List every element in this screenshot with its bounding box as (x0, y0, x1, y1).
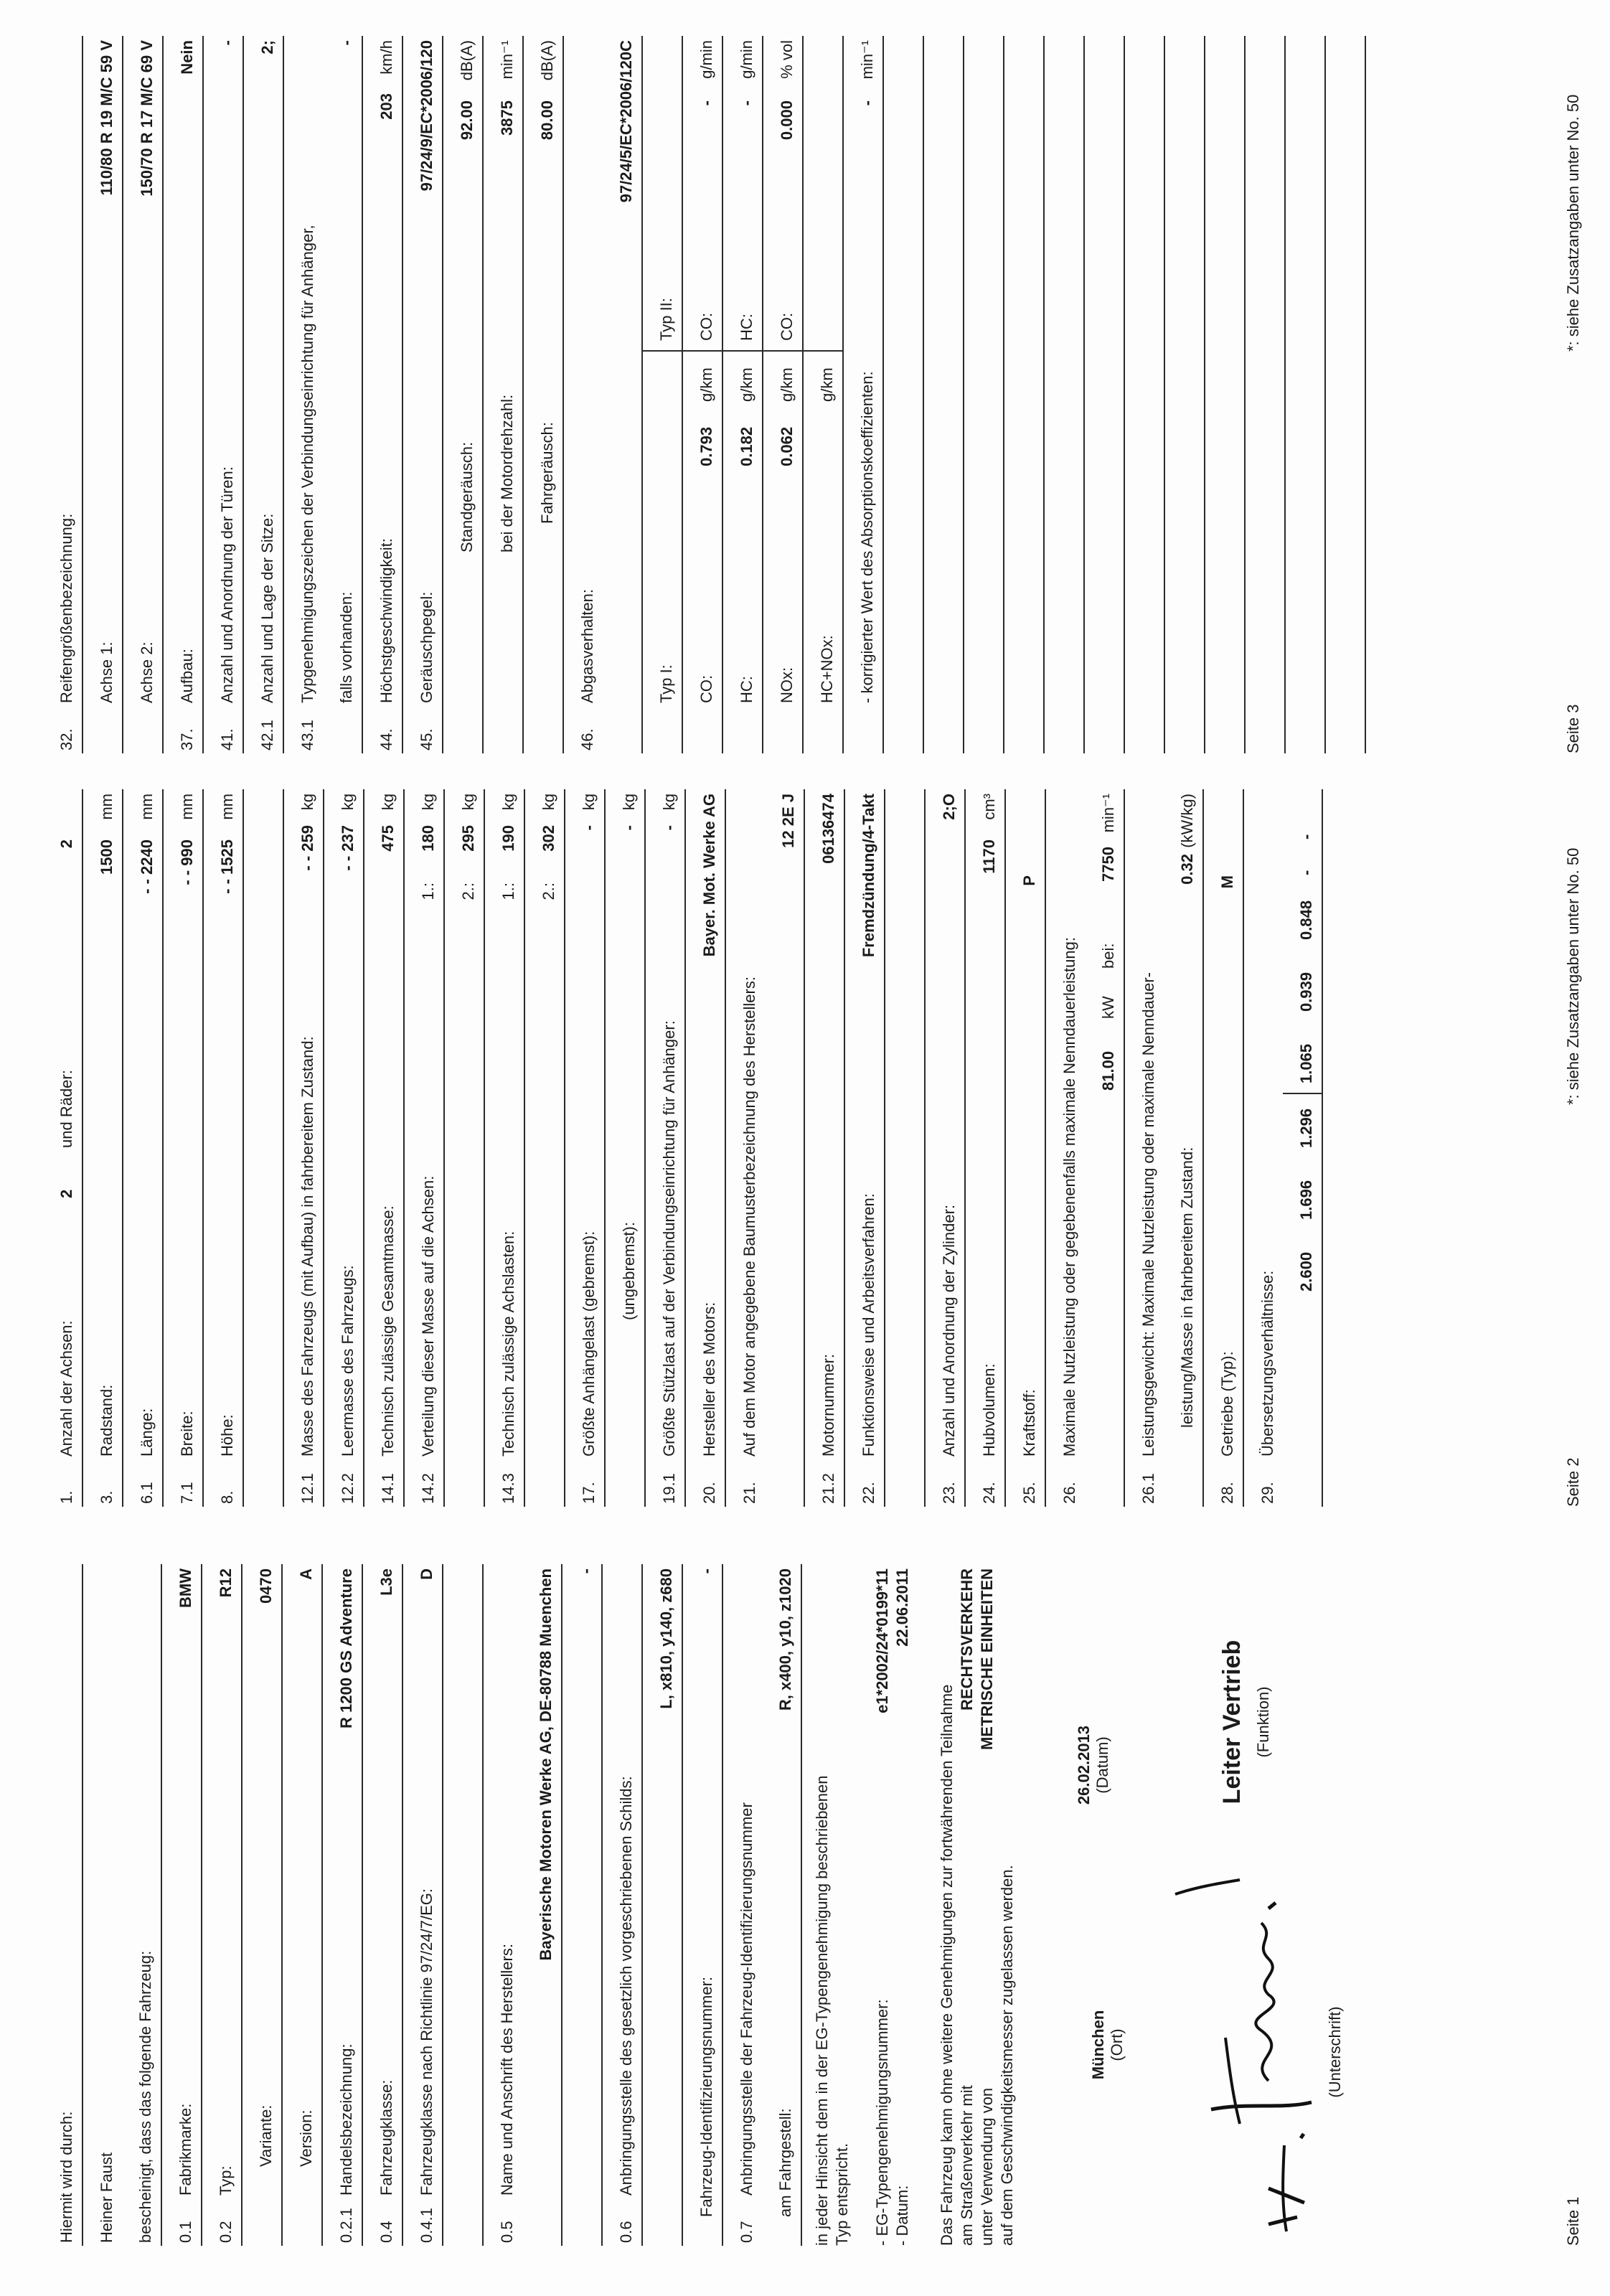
row-blank-3 (885, 789, 926, 1507)
row-leistungsgewicht: 26.1 Leistungsgewicht: Maximale Nutzleistung oder maximale Nenndauer- (1139, 972, 1157, 1504)
datum-block: 26.02.2013 (Datum) (1075, 1725, 1111, 1805)
footer-seite-1: Seite 1 (1564, 2196, 1582, 2246)
row-blank-5 (924, 36, 964, 753)
row-sitze: 42.1 Anzahl und Lage der Sitze: 2; (244, 36, 284, 753)
row-hubvolumen: 24. Hubvolumen: 1170 cm³ (966, 789, 1006, 1507)
ort-block: München (Ort) (1089, 2010, 1126, 2080)
row-leistungsgewicht-value: leistung/Masse in fahrbereitem Zustand: 0.32 (kW/kg) (1164, 789, 1204, 1507)
typ-divider (723, 350, 762, 352)
row-achse2: Achse 2: 150/70 R 17 M/C 69 V (123, 36, 164, 753)
row-uebersetzung: 29. Übersetzungsverhältnisse: (1258, 1270, 1276, 1504)
row-fin: Fahrzeug-Identifizierungsnummer: - (683, 1564, 723, 2246)
row-typ: 0.2 Typ: R12 (202, 1564, 243, 2246)
row-blank-8 (1045, 36, 1085, 753)
row-aufbau: 37. Aufbau: Nein (164, 36, 204, 753)
row-schild: 0.6 Anbringungsstelle des gesetzlich vorgeschriebenen Schilds: (603, 1564, 643, 2246)
row-fahrzeugklasse: 0.4 Fahrzeugklasse: L3e (363, 1564, 403, 2246)
row-co: CO: 0.793 g/km CO: - g/min (683, 36, 723, 753)
typ-divider (804, 350, 842, 352)
row-radstand: 3. Radstand: 1500 mm (83, 789, 123, 1507)
row-variante: Variante: 0470 (243, 1564, 283, 2246)
row-blank-10 (1125, 36, 1165, 753)
row-verteilung-1: 14.2 Verteilung dieser Masse auf die Achsen: 1.: 180 kg (405, 789, 445, 1507)
row-blank-6 (964, 36, 1004, 753)
row-hcnox: HC+NOx: g/km (804, 36, 844, 753)
row-abgas: 46. Abgasverhalten: (578, 589, 596, 751)
handwritten-signature (1161, 1844, 1319, 2246)
row-blank-9 (1085, 36, 1125, 753)
row-typgenehmigung: 43.1 Typgenehmigungszeichen der Verbindungseinrichtung für Anhänger, (298, 225, 316, 751)
row-handelsbezeichnung: 0.2.1 Handelsbezeichnung: R 1200 GS Adventure (323, 1564, 363, 2246)
row-hiermit: Hiermit wird durch: (43, 1564, 83, 2246)
row-blank-15 (1326, 36, 1366, 753)
row-standgeraeusch: Standgeräusch: 92.00 dB(A) (443, 36, 484, 753)
typ-divider (643, 350, 682, 352)
row-uebersetzung-values: 2.600 1.696 1.296 1.065 0.939 0.848 - - (1283, 789, 1323, 1507)
row-blank-2 (244, 789, 284, 1507)
row-baumuster: 21. Auf dem Motor angegebene Baumusterbezeichnung des Herstellers: (740, 977, 758, 1504)
row-nutzleistung-values: 81.00 kW bei: 7750 min⁻¹ (1085, 789, 1125, 1507)
page-3 (43, 36, 1582, 753)
row-blank-7 (1004, 36, 1045, 753)
row-laenge: 6.1 Länge: - - 2240 mm (123, 789, 164, 1507)
row-version: Version: A (283, 1564, 323, 2246)
row-hersteller: 0.5 Name und Anschrift des Herstellers: (498, 1944, 516, 2243)
zulassung-paragraph: Das Fahrzeug kann ohne weitere Genehmigungen zur fortwährenden Teilnahme am Straßenverkehr mit unter Verwendung von auf dem Geschwindigkeitsmesser zugelassen werden. RECHTSVERKEHR METRISCHE EINHEITEN (938, 1568, 1016, 2246)
row-achse1: Achse 1: 110/80 R 19 M/C 59 V (83, 36, 123, 753)
row-reifen: 32. Reifengrößenbezeichnung: (43, 36, 83, 753)
row-certify: bescheinigt, dass das folgende Fahrzeug: (122, 1564, 162, 2246)
row-fin-stelle: 0.7 Anbringungsstelle der Fahrzeug-Identifizierungsnummer (738, 1802, 755, 2243)
page-2 (43, 789, 1582, 1507)
row-geraeuschpegel: 45. Geräuschpegel: 97/24/9/EC*2006/120 (403, 36, 443, 753)
page-1 (43, 1564, 1582, 2246)
row-blank-11 (1165, 36, 1205, 753)
row-hersteller-value: Bayerische Motoren Werke AG, DE-80788 Muenchen (522, 1564, 562, 2246)
row-typgenehmigung-value: falls vorhanden: - (323, 36, 363, 753)
footer-note-2: *: siehe Zusatzangaben unter No. 50 (1564, 847, 1582, 1105)
row-blank-12 (1205, 36, 1246, 753)
row-abgas-value: 97/24/5/EC*2006/120C (603, 36, 643, 753)
eg-block: - EG-Typengenehmigungsnummer: e1*2002/24*0199*11 - Datum: 22.06.2011 (873, 1568, 911, 2246)
row-blank-1 (443, 1564, 484, 2246)
row-achslasten-1: 14.3 Technisch zulässige Achslasten: 1.: 190 kg (485, 789, 525, 1507)
typ-divider (683, 350, 722, 352)
row-fahrzeugklasse-richtlinie: 0.4.1 Fahrzeugklasse nach Richtlinie 97/24/7/EG: D (403, 1564, 443, 2246)
row-funktionsweise: 22. Funktionsweise und Arbeitsverfahren: Fremdzündung/4-Takt (845, 789, 885, 1507)
row-korrigiert: - korrigierter Wert des Absorptionskoeffizienten: - min⁻¹ (844, 36, 884, 753)
row-nox: NOx: 0.062 g/km CO: 0.000 % vol (763, 36, 804, 753)
footer-seite-2: Seite 2 (1564, 1457, 1582, 1507)
row-blank-13 (1246, 36, 1286, 753)
row-gesamtmasse: 14.1 Technisch zulässige Gesamtmasse: 475 kg (364, 789, 405, 1507)
row-hersteller-dash: - (562, 1564, 603, 2246)
hinsicht-text: in jeder Hinsicht dem in der EG-Typengenehmigung beschriebenen Typ entspricht. (813, 1775, 851, 2246)
row-nutzleistung: 26. Maximale Nutzleistung oder gegebenenfalls maximale Nenndauerleistung: (1060, 937, 1078, 1504)
row-fabrikmarke: 0.1 Fabrikmarke: BMW (162, 1564, 202, 2246)
row-blank-14 (1286, 36, 1326, 753)
row-leermasse: 12.2 Leermasse des Fahrzeugs: - - 237 kg (324, 789, 364, 1507)
row-motorhersteller: 20. Hersteller des Motors: Bayer. Mot. Werke AG (686, 789, 726, 1507)
row-zylinder: 23. Anzahl und Anordnung der Zylinder: 2;O (926, 789, 966, 1507)
row-motordrehzahl: bei der Motordrehzahl: 3875 min⁻¹ (484, 36, 524, 753)
footer-seite-3: Seite 3 (1564, 704, 1582, 753)
footer-note-3: *: siehe Zusatzangaben unter No. 50 (1564, 94, 1582, 352)
row-baumuster-value: 12 2E J (765, 789, 805, 1507)
row-stuetzlast: 19.1 Größte Stützlast auf der Verbindungseinrichtung für Anhänger: - kg (646, 789, 686, 1507)
row-verteilung-2: 2.: 295 kg (445, 789, 485, 1507)
row-schild-value: L, x810, y140, z680 (643, 1564, 683, 2246)
row-typ-header: Typ I: Typ II: (643, 36, 683, 753)
row-anhaengelast-gebremst: 17. Größte Anhängelast (gebremst): - kg (565, 789, 606, 1507)
row-hc: HC: 0.182 g/km HC: - g/min (723, 36, 763, 753)
row-blank-4 (884, 36, 924, 753)
typ-divider (763, 350, 802, 352)
row-fahrgeraeusch: Fahrgeräusch: 80.00 dB(A) (524, 36, 564, 753)
row-kraftstoff: 25. Kraftstoff: P (1006, 789, 1046, 1507)
row-anhaengelast-ungebremst: (ungebremst): - kg (606, 789, 646, 1507)
row-fahrgestell: am Fahrgestell: R, x400, y10, z1020 (762, 1564, 802, 2246)
row-achslasten-2: 2.: 302 kg (525, 789, 565, 1507)
column-divider (1283, 1093, 1322, 1094)
row-person: Heiner Faust (98, 2152, 116, 2243)
row-getriebe: 28. Getriebe (Typ): M (1204, 789, 1244, 1507)
row-motornummer: 21.2 Motornummer: 06136474 (805, 789, 845, 1507)
row-hoehe: 8. Höhe: - - 1525 mm (204, 789, 244, 1507)
row-hoechstgeschwindigkeit: 44. Höchstgeschwindigkeit: 203 km/h (363, 36, 403, 753)
row-tueren: 41. Anzahl und Anordnung der Türen: - (204, 36, 244, 753)
row-achsen: 1. Anzahl der Achsen: 2 und Räder: 2 (43, 789, 83, 1507)
signature-block: München (Ort) 26.02.2013 (Datum) Leiter Vertrieb (Funktion) (Unterschrift) (1075, 1564, 1376, 2246)
row-masse: 12.1 Masse des Fahrzeugs (mit Aufbau) in fahrbereitem Zustand: - - 259 kg (284, 789, 324, 1507)
row-breite: 7.1 Breite: - - 990 mm (164, 789, 204, 1507)
